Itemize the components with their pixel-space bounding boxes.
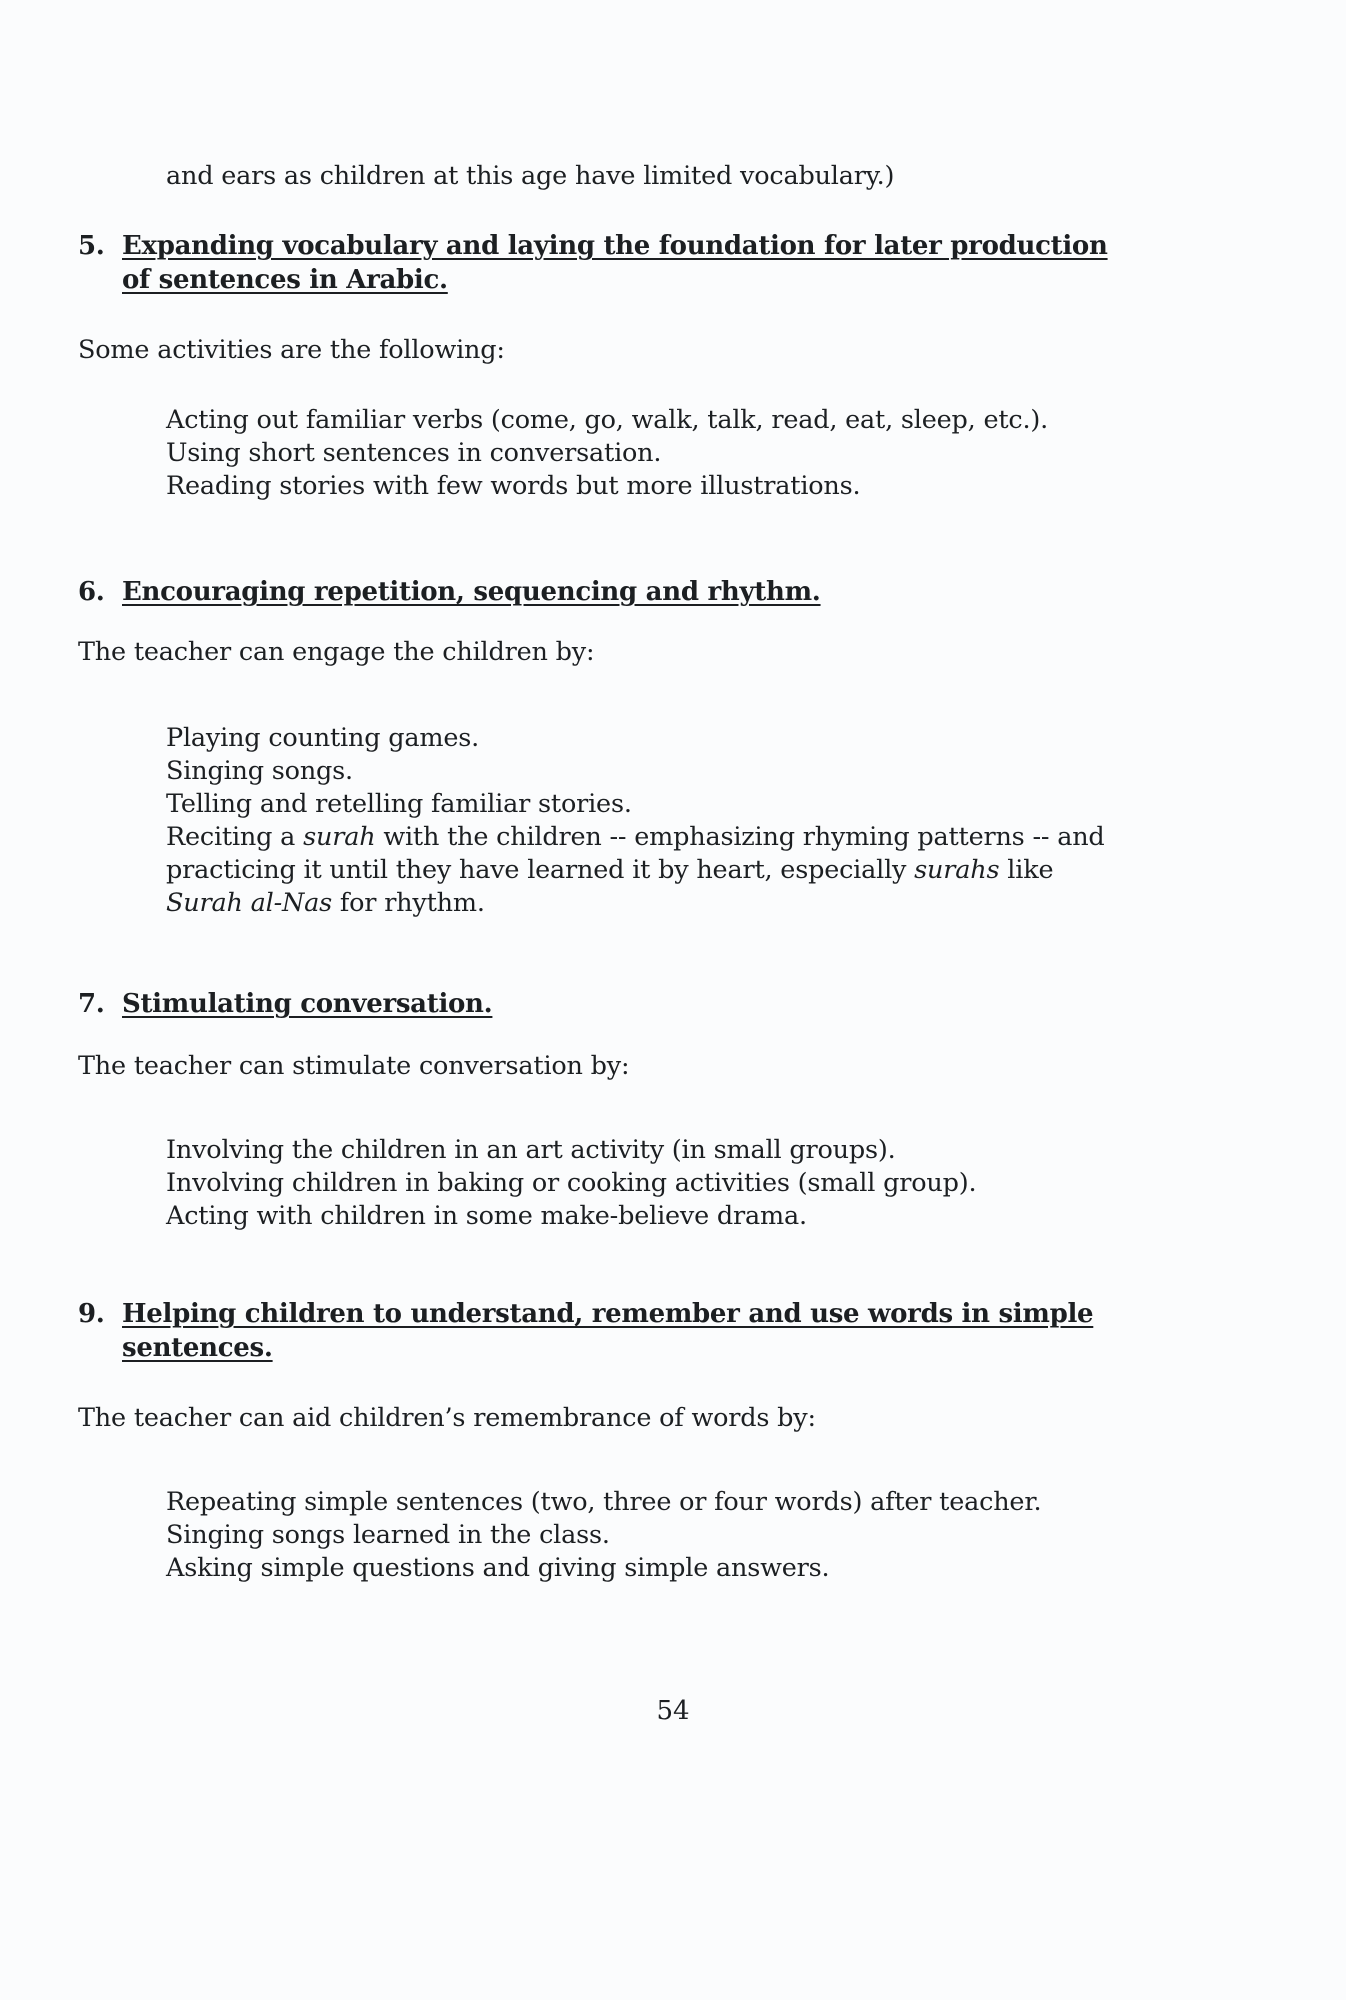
list-item: Using short sentences in conversation. [166,438,662,468]
list-item-cont [166,887,485,919]
section-9-heading-cont [122,1331,273,1365]
list-item: Acting with children in some make-believe drama. [166,1201,807,1231]
heading-text: sentences. [122,1333,273,1363]
heading-text: of sentences in Arabic. [122,265,448,295]
list-item: Singing songs learned in the class. [166,1520,610,1550]
list-item: Repeating simple sentences (two, three or four words) after teacher. [166,1487,1042,1517]
list-item: Involving the children in an art activity (in small groups). [166,1135,896,1165]
heading-text: Stimulating conversation. [122,989,493,1019]
recite-italic: Surah al-Nas [166,888,332,918]
section-number: 6. [78,577,105,607]
section-9-heading [78,1297,1093,1331]
section-5-heading [78,229,1108,263]
recite-text: like [999,855,1054,885]
list-item: Singing songs. [166,756,353,786]
list-item: Acting out familiar verbs (come, go, walk, talk, read, eat, sleep, etc.). [166,405,1049,435]
heading-text: Encouraging repetition, sequencing and rhythm. [122,577,821,607]
recite-text: for rhythm. [332,888,485,918]
list-item: Involving children in baking or cooking activities (small group). [166,1168,977,1198]
section-9-lead: The teacher can aid children’s remembrance of words by: [78,1403,816,1433]
list-item: Asking simple questions and giving simple answers. [166,1553,830,1583]
section-7-lead: The teacher can stimulate conversation by: [78,1051,630,1081]
list-item: Telling and retelling familiar stories. [166,789,632,819]
section-5-heading-cont [122,263,448,297]
section-number: 5. [78,231,105,261]
section-6-lead: The teacher can engage the children by: [78,637,595,667]
recite-italic: surahs [914,855,1000,885]
recite-text: practicing it until they have learned it by heart, especially [166,855,915,885]
section-number: 9. [78,1299,105,1329]
recite-text: with the children -- emphasizing rhyming patterns -- and [375,822,1105,852]
section-7-heading [78,987,492,1021]
section-6-heading [78,575,821,609]
list-item [166,821,1105,853]
recite-text: Reciting a [166,822,304,852]
intro-line: and ears as children at this age have limited vocabulary.) [166,161,895,191]
list-item-cont [166,854,1053,886]
heading-text: Expanding vocabulary and laying the foundation for later production [122,231,1108,261]
list-item: Reading stories with few words but more illustrations. [166,471,861,501]
section-5-lead: Some activities are the following: [78,335,505,365]
page-number: 54 [656,1696,690,1726]
section-number: 7. [78,989,105,1019]
list-item: Playing counting games. [166,723,480,753]
heading-text: Helping children to understand, remember and use words in simple [122,1299,1094,1329]
recite-italic: surah [303,822,376,852]
